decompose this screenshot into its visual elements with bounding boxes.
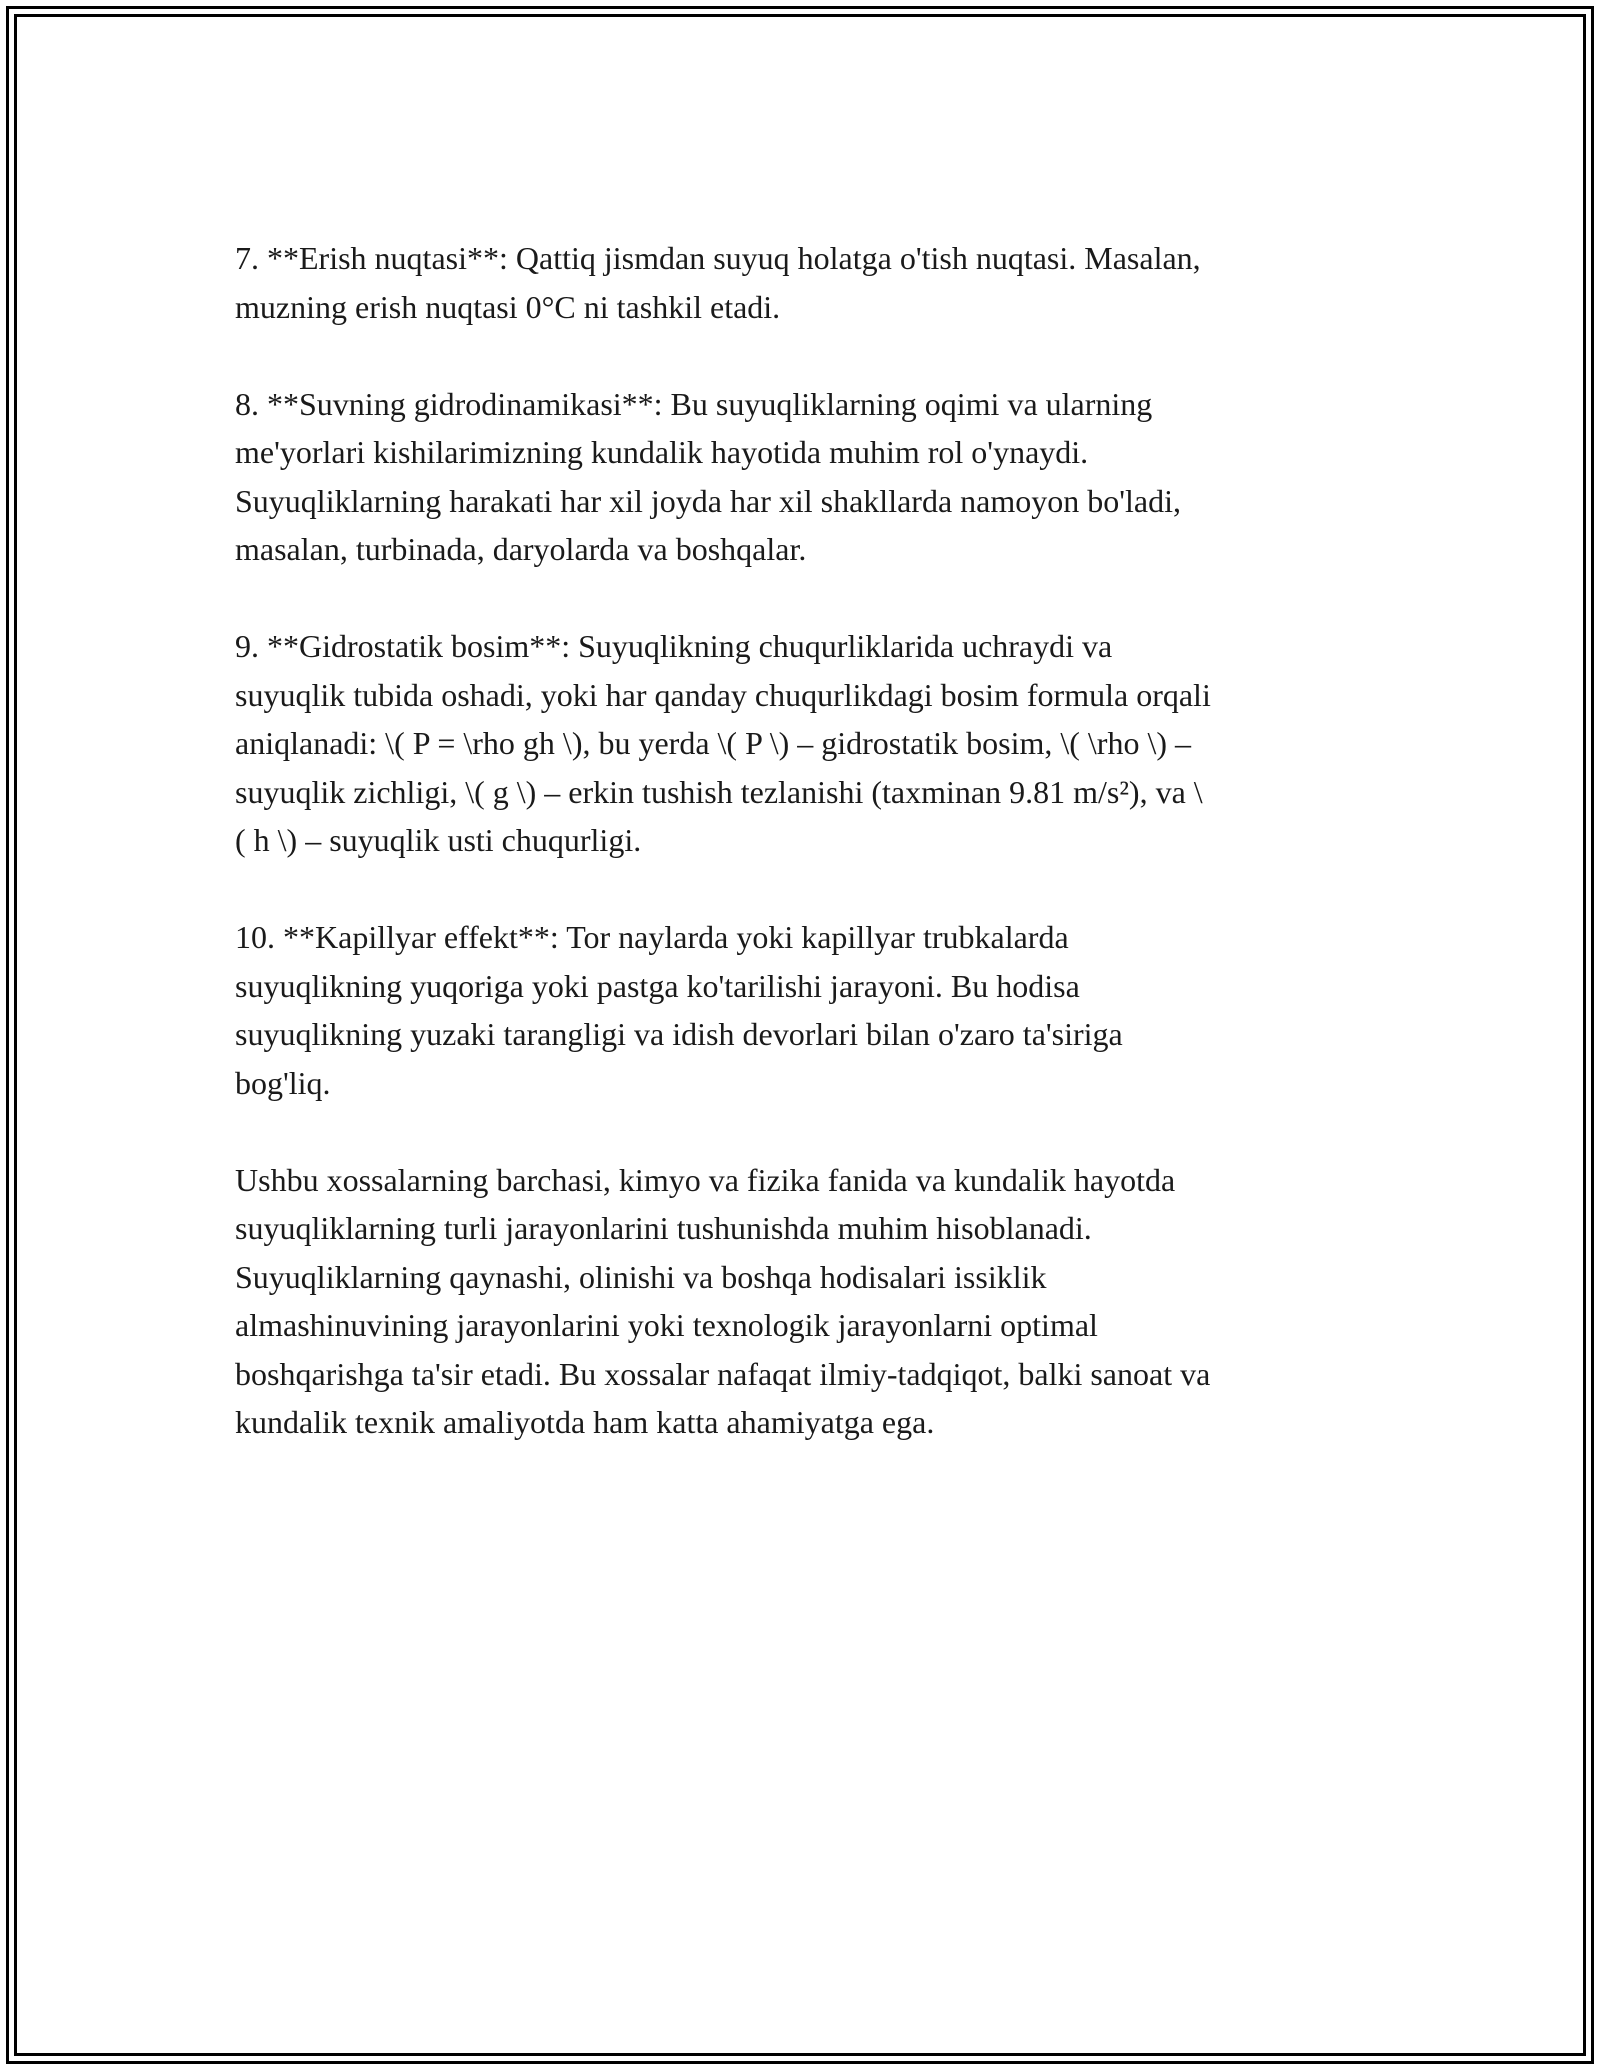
paragraph-hydrostatic-pressure: 9. **Gidrostatik bosim**: Suyuqlikning chuqurliklarida uchraydi va suyuqlik tubida oshadi, yoki har qanday chuqurlikdagi bosim formula orqali aniqlanadi: \( P = \rho gh \), bu yerda \( P \) – gidrostatik bosim, \( \rho \) – suyuqlik zichligi, \( g \) – erkin tushish tezlanishi (taxminan 9.81 m/s²), va \ ( h \) – suyuqlik usti chuqurligi. [235,628,1211,858]
paragraph-capillary-effect: 10. **Kapillyar effekt**: Tor naylarda yoki kapillyar trubkalarda suyuqlikning yuqoriga yoki pastga ko'tarilishi jarayoni. Bu hodisa suyuqlikning yuzaki tarangligi va idish devorlari bilan o'zaro ta'siriga bog'liq. [235,919,1123,1101]
paragraph-hydrodynamics: 8. **Suvning gidrodinamikasi**: Bu suyuqliklarning oqimi va ularning me'yorlari kishilarimizning kundalik hayotida muhim rol o'ynaydi. Suyuqliklarning harakati har xil joyda har xil shakllarda namoyon bo'ladi, masalan, turbinada, daryolarda va boshqalar. [235,385,1181,567]
paragraph-conclusion: Ushbu xossalarning barchasi, kimyo va fizika fanida va kundalik hayotda suyuqliklarning turli jarayonlarini tushunishda muhim hisoblanadi. Suyuqliklarning qaynashi, olinishi va boshqa hodisalari issiklik almashinuvining jarayonlarini yoki texnologik jarayonlarni optimal boshqarishga ta'sir etadi. Bu xossalar nafaqat ilmiy-tadqiqot, balki sanoat va kundalik texnik amaliyotda ham katta ahamiyatga ega. [235,1161,1211,1440]
paragraph-melting-point: 7. **Erish nuqtasi**: Qattiq jismdan suyuq holatga o'tish nuqtasi. Masalan, muzning erish nuqtasi 0°C ni tashkil etadi. [235,240,1201,325]
document-body [235,234,1365,1447]
